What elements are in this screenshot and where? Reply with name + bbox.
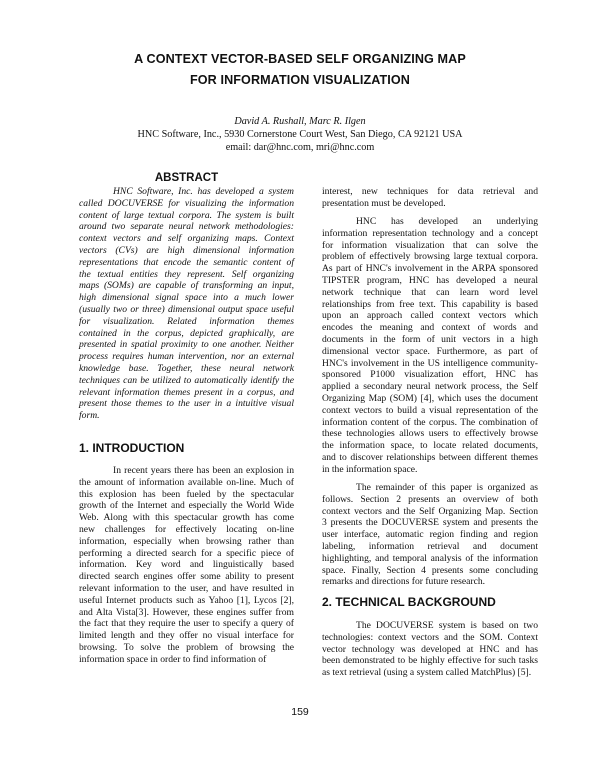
text-line: presentation must be developed. [322, 197, 446, 209]
authors: David A. Rushall, Marc R. Ilgen [234, 116, 366, 127]
text-line: information. Key word and linguistically based [79, 559, 294, 571]
text-line: relevant information to the user, and have resulted in [79, 582, 294, 594]
abstract-body [79, 186, 294, 422]
text-line: space. Finally, Section 4 presents some concluding [322, 564, 538, 576]
text-line: (usually two or three) dimensional output space useful [79, 303, 294, 315]
text-line: useful Internet products such as Yahoo [1], Lycos [2], [79, 594, 294, 606]
introduction-heading: 1. INTRODUCTION [79, 441, 185, 455]
text-line: 3 presents the DOCUVERSE system and presents the [322, 517, 538, 529]
text-line: content of large textual corpora. The system is built [79, 209, 294, 221]
text-line: upon an approach called context vectors which [322, 310, 538, 322]
technical-background-heading: 2. TECHNICAL BACKGROUND [322, 595, 496, 609]
text-line: problem of effectively browsing large textual corpora. [322, 251, 538, 263]
text-line: TIPSTER program, HNC has developed a neural [322, 274, 538, 286]
text-line: technologies: context vectors and the SOM. Context [322, 631, 538, 643]
text-line: representations that encode the semantic content of [79, 256, 294, 268]
text-line: presented in spatial proximity to one another. Neither [79, 339, 294, 351]
text-line: information content of the corpus. The combination of [322, 416, 538, 428]
text-line: As part of HNC's involvement in the ARPA sponsored [322, 263, 538, 275]
text-line: information space in order to find information of [79, 653, 267, 665]
text-line: this explosion has been fueled by the spectacular [79, 488, 294, 500]
text-line: interest, new techniques for data retrieval and [322, 186, 538, 197]
text-line: dimensional vector space. Furthermore, as part of [322, 345, 538, 357]
text-line: growth of the Internet and especially the World Wide [79, 500, 294, 512]
affiliation: HNC Software, Inc., 5930 Cornerstone Court West, San Diego, CA 92121 USA [137, 129, 463, 140]
text-line: techniques can be utilized to automatically identify the [79, 374, 294, 386]
text-line: new challenges for effectively locating on-line [79, 523, 294, 535]
text-line: HNC has developed an underlying [356, 216, 538, 227]
text-line: sponsored P1000 visualization effort, HNC has [322, 369, 538, 381]
text-line: as text retrieval (using a system called MatchPlus) [5]. [322, 667, 532, 679]
text-line: In recent years there has been an explosion in [113, 465, 294, 476]
text-line: form. [79, 410, 100, 422]
text-line: vectors (CVs) are high dimensional information [79, 244, 294, 256]
text-line: browsing. To solve the problem of browsing the [79, 641, 294, 653]
intro-paragraph-3 [322, 482, 538, 588]
text-line: Web. Along with this spectacular growth has come [79, 512, 294, 524]
text-line: knowledge base. Together, these neural network [79, 362, 294, 374]
text-line: high dimensional signal space into a much lower [79, 292, 294, 304]
text-line: directed search engines offer some ability to present [79, 571, 294, 583]
text-line: labeling, information retrieval and document [322, 540, 538, 552]
text-line: information representation technology and a concept [322, 227, 538, 239]
intro-paragraph-2 [322, 216, 538, 476]
text-line: contained in the corpus, depicted graphically, are [79, 327, 294, 339]
text-line: context vectors and self organizing maps. Context [79, 233, 294, 245]
text-line: in the information space. [322, 463, 418, 475]
text-line: and Alta Vista[3]. However, these engines suffer from [79, 606, 294, 618]
text-line: encodes the meaning and context of words and [322, 322, 538, 334]
paper-title-line-1: A CONTEXT VECTOR-BASED SELF ORGANIZING MAP [134, 52, 466, 66]
paper-title-line-2: FOR INFORMATION VISUALIZATION [189, 73, 410, 87]
text-line: been demonstrated to be highly effective for such tasks [322, 655, 538, 667]
text-line: applied a secondary neural network process, the Self [322, 381, 538, 393]
page-number: 159 [291, 706, 309, 718]
text-line: HNC Software, Inc. has developed a system [113, 186, 294, 197]
text-line: the amount of information available on-line. Much of [79, 476, 294, 488]
text-line: relationships from free text. This capability is based [322, 298, 538, 310]
text-line: and to discover relationships between different themes [322, 451, 538, 463]
text-line: the fact that they require the user to specify a query of [79, 618, 294, 630]
introduction-body [79, 465, 294, 666]
text-line: maps (SOMs) are capable of transforming an input, [79, 280, 294, 292]
text-line: these technologies allows users to effectively browse [322, 428, 538, 440]
text-line: the information space, to locate related documents, [322, 440, 538, 452]
abstract-heading: ABSTRACT [154, 172, 219, 184]
text-line: The DOCUVERSE system is based on two [356, 620, 538, 631]
text-line: limited length and they offer no visual interface for [79, 630, 294, 642]
text-line: follows. Section 2 presents an overview of both [322, 493, 538, 505]
text-line: present those themes to the user in a intuitive visual [79, 398, 294, 410]
text-line: documents in the form of unit vectors in a high [322, 333, 538, 345]
text-line: information, especially when browsing rather than [79, 535, 294, 547]
text-line: The remainder of this paper is organized as [356, 482, 538, 493]
text-line: relevant information themes present in a corpus, and [79, 386, 294, 398]
text-line: around two separate neural network methodologies: [79, 221, 294, 233]
text-line: process requires human intervention, nor an external [79, 351, 294, 363]
text-line: network technique that can learn word level [322, 286, 538, 298]
text-line: for information visualization that can solve the [322, 239, 538, 251]
text-line: for visualization. Related information themes [79, 315, 294, 327]
text-line: HNC's involvement in the US intelligence community- [322, 357, 538, 369]
text-line: context vectors and the Self Organizing Map. Section [322, 505, 538, 517]
text-line: vector technology was developed at HNC and has [322, 643, 538, 655]
text-line: the textual entities they represent. Self organizing [79, 268, 294, 280]
intro-continuation [322, 186, 538, 210]
text-line: highlighting, and temporal analysis of the information [322, 552, 538, 564]
text-line: Organizing Map (SOM) [4], which uses the document [322, 392, 538, 404]
text-line: called DOCUVERSE for visualizing the information [79, 197, 294, 209]
text-line: performing a directed search for a specific piece of [79, 547, 294, 559]
text-line: user interface, automatic region finding and region [322, 529, 538, 541]
text-line: context vectors to build a visual representation of the [322, 404, 538, 416]
email: email: dar@hnc.com, mri@hnc.com [225, 142, 375, 153]
technical-background-body [322, 620, 538, 679]
text-line: remarks and directions for future research. [322, 576, 486, 588]
